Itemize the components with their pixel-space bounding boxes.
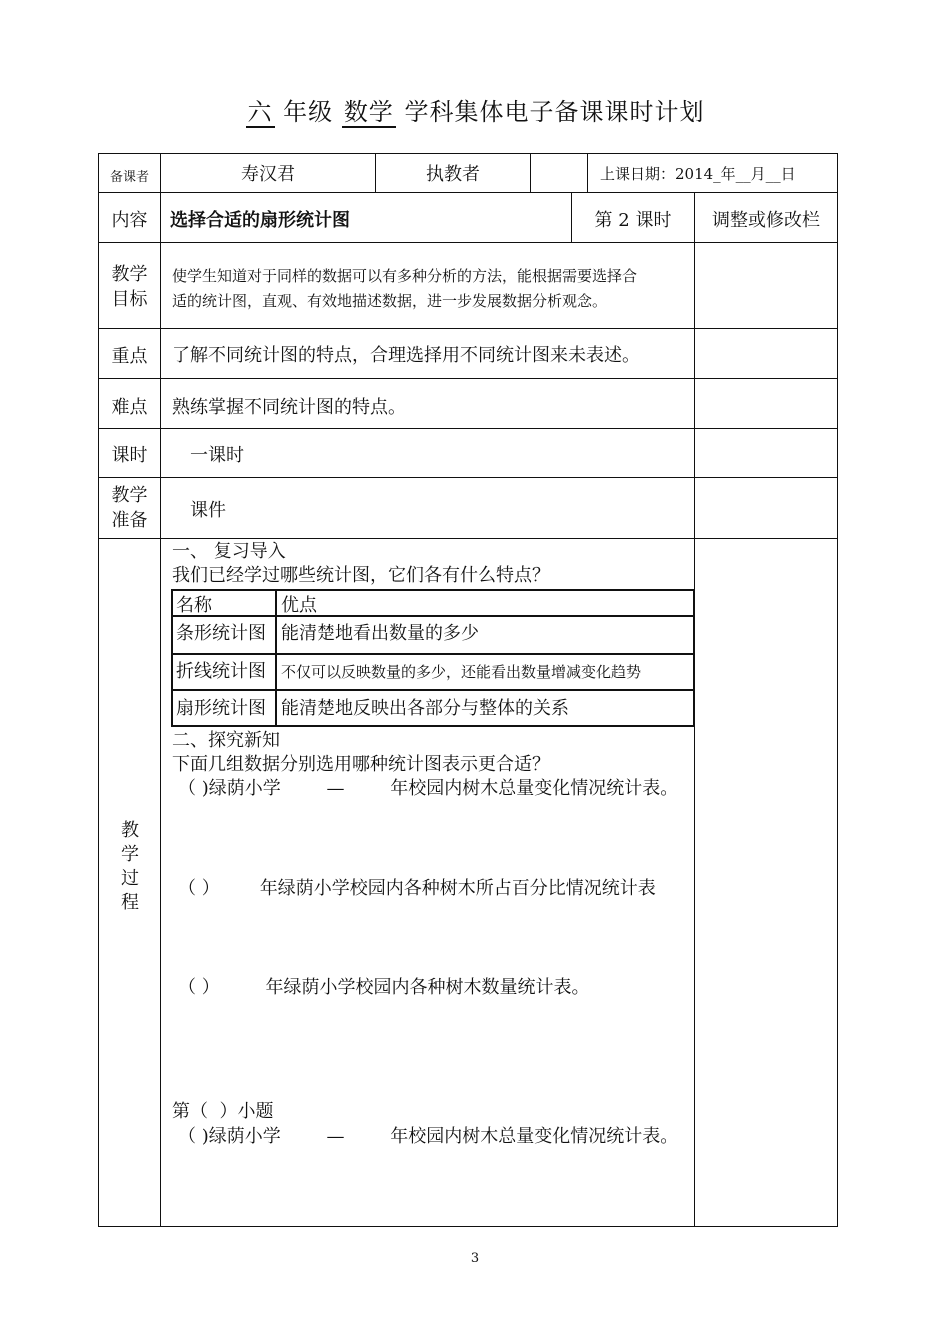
- table-row-line-name: 折线统计图: [176, 661, 266, 682]
- goal-label: 教学 目标: [111, 264, 148, 310]
- content-value: 选择合适的扇形统计图: [170, 210, 350, 231]
- exercise-item-4: （ )绿荫小学 — 年校园内树木总量变化情况统计表。: [178, 1126, 679, 1147]
- preparer-name: 寿汉君: [241, 164, 295, 185]
- preparation-label: 教学 准备: [111, 485, 148, 531]
- table-row-bar-advantage: 能清楚地看出数量的多少: [281, 623, 479, 644]
- section-2-question: 下面几组数据分别选用哪种统计图表示更合适？: [172, 754, 550, 775]
- content-label: 内容: [111, 210, 148, 231]
- table-header-advantage: 优点: [281, 595, 317, 616]
- section-1-heading: 一、 复习导入: [172, 541, 286, 562]
- hours-value: 一课时: [190, 445, 244, 466]
- table-row-bar-name: 条形统计图: [176, 623, 266, 644]
- grade-suffix: 年级: [283, 98, 334, 126]
- hours-label: 课时: [111, 445, 148, 466]
- key-point-value: 了解不同统计图的特点，合理选择用不同统计图来未表述。: [172, 345, 640, 366]
- preparer-label: 备课者: [109, 170, 149, 185]
- page-number: 3: [470, 1251, 480, 1266]
- question-number: 第（ ）小题: [172, 1101, 274, 1122]
- class-date: 上课日期：2014_年__月__日: [600, 165, 796, 183]
- lesson-number: 第 2 课时: [594, 210, 672, 231]
- difficulty-value: 熟练掌握不同统计图的特点。: [172, 397, 406, 418]
- section-1-question: 我们已经学过哪些统计图，它们各有什么特点？: [172, 565, 550, 586]
- exercise-item-1: （ )绿荫小学 — 年校园内树木总量变化情况统计表。: [178, 778, 679, 799]
- difficulty-label: 难点: [111, 397, 148, 418]
- page-title: [0, 92, 950, 127]
- table-header-name: 名称: [176, 595, 212, 616]
- table-row-pie-advantage: 能清楚地反映出各部分与整体的关系: [281, 698, 569, 719]
- subject: 数学: [343, 98, 394, 126]
- preparation-value: 课件: [190, 500, 226, 521]
- teacher-label: 执教者: [426, 164, 480, 185]
- exercise-item-2: （ ） 年绿荫小学校园内各种树木所占百分比情况统计表: [178, 878, 656, 899]
- key-point-label: 重点: [111, 346, 148, 367]
- table-row-pie-name: 扇形统计图: [176, 698, 266, 719]
- adjust-column-label: 调整或修改栏: [712, 210, 820, 231]
- goal-text: 使学生知道对于同样的数据可以有多种分析的方法，能根据需要选择合 适的统计图，直观、有效地描述数据，进一步发展数据分析观念。: [172, 267, 638, 310]
- title-rest: 学科集体电子备课课时计划: [404, 98, 705, 126]
- table-row-line-advantage: 不仅可以反映数量的多少，还能看出数量增减变化趋势: [281, 663, 642, 681]
- grade: 六: [247, 98, 273, 126]
- exercise-item-3: （ ） 年绿荫小学校园内各种树木数量统计表。: [178, 977, 590, 998]
- section-2-heading: 二、探究新知: [172, 730, 280, 751]
- process-label: 教学过程: [118, 820, 139, 916]
